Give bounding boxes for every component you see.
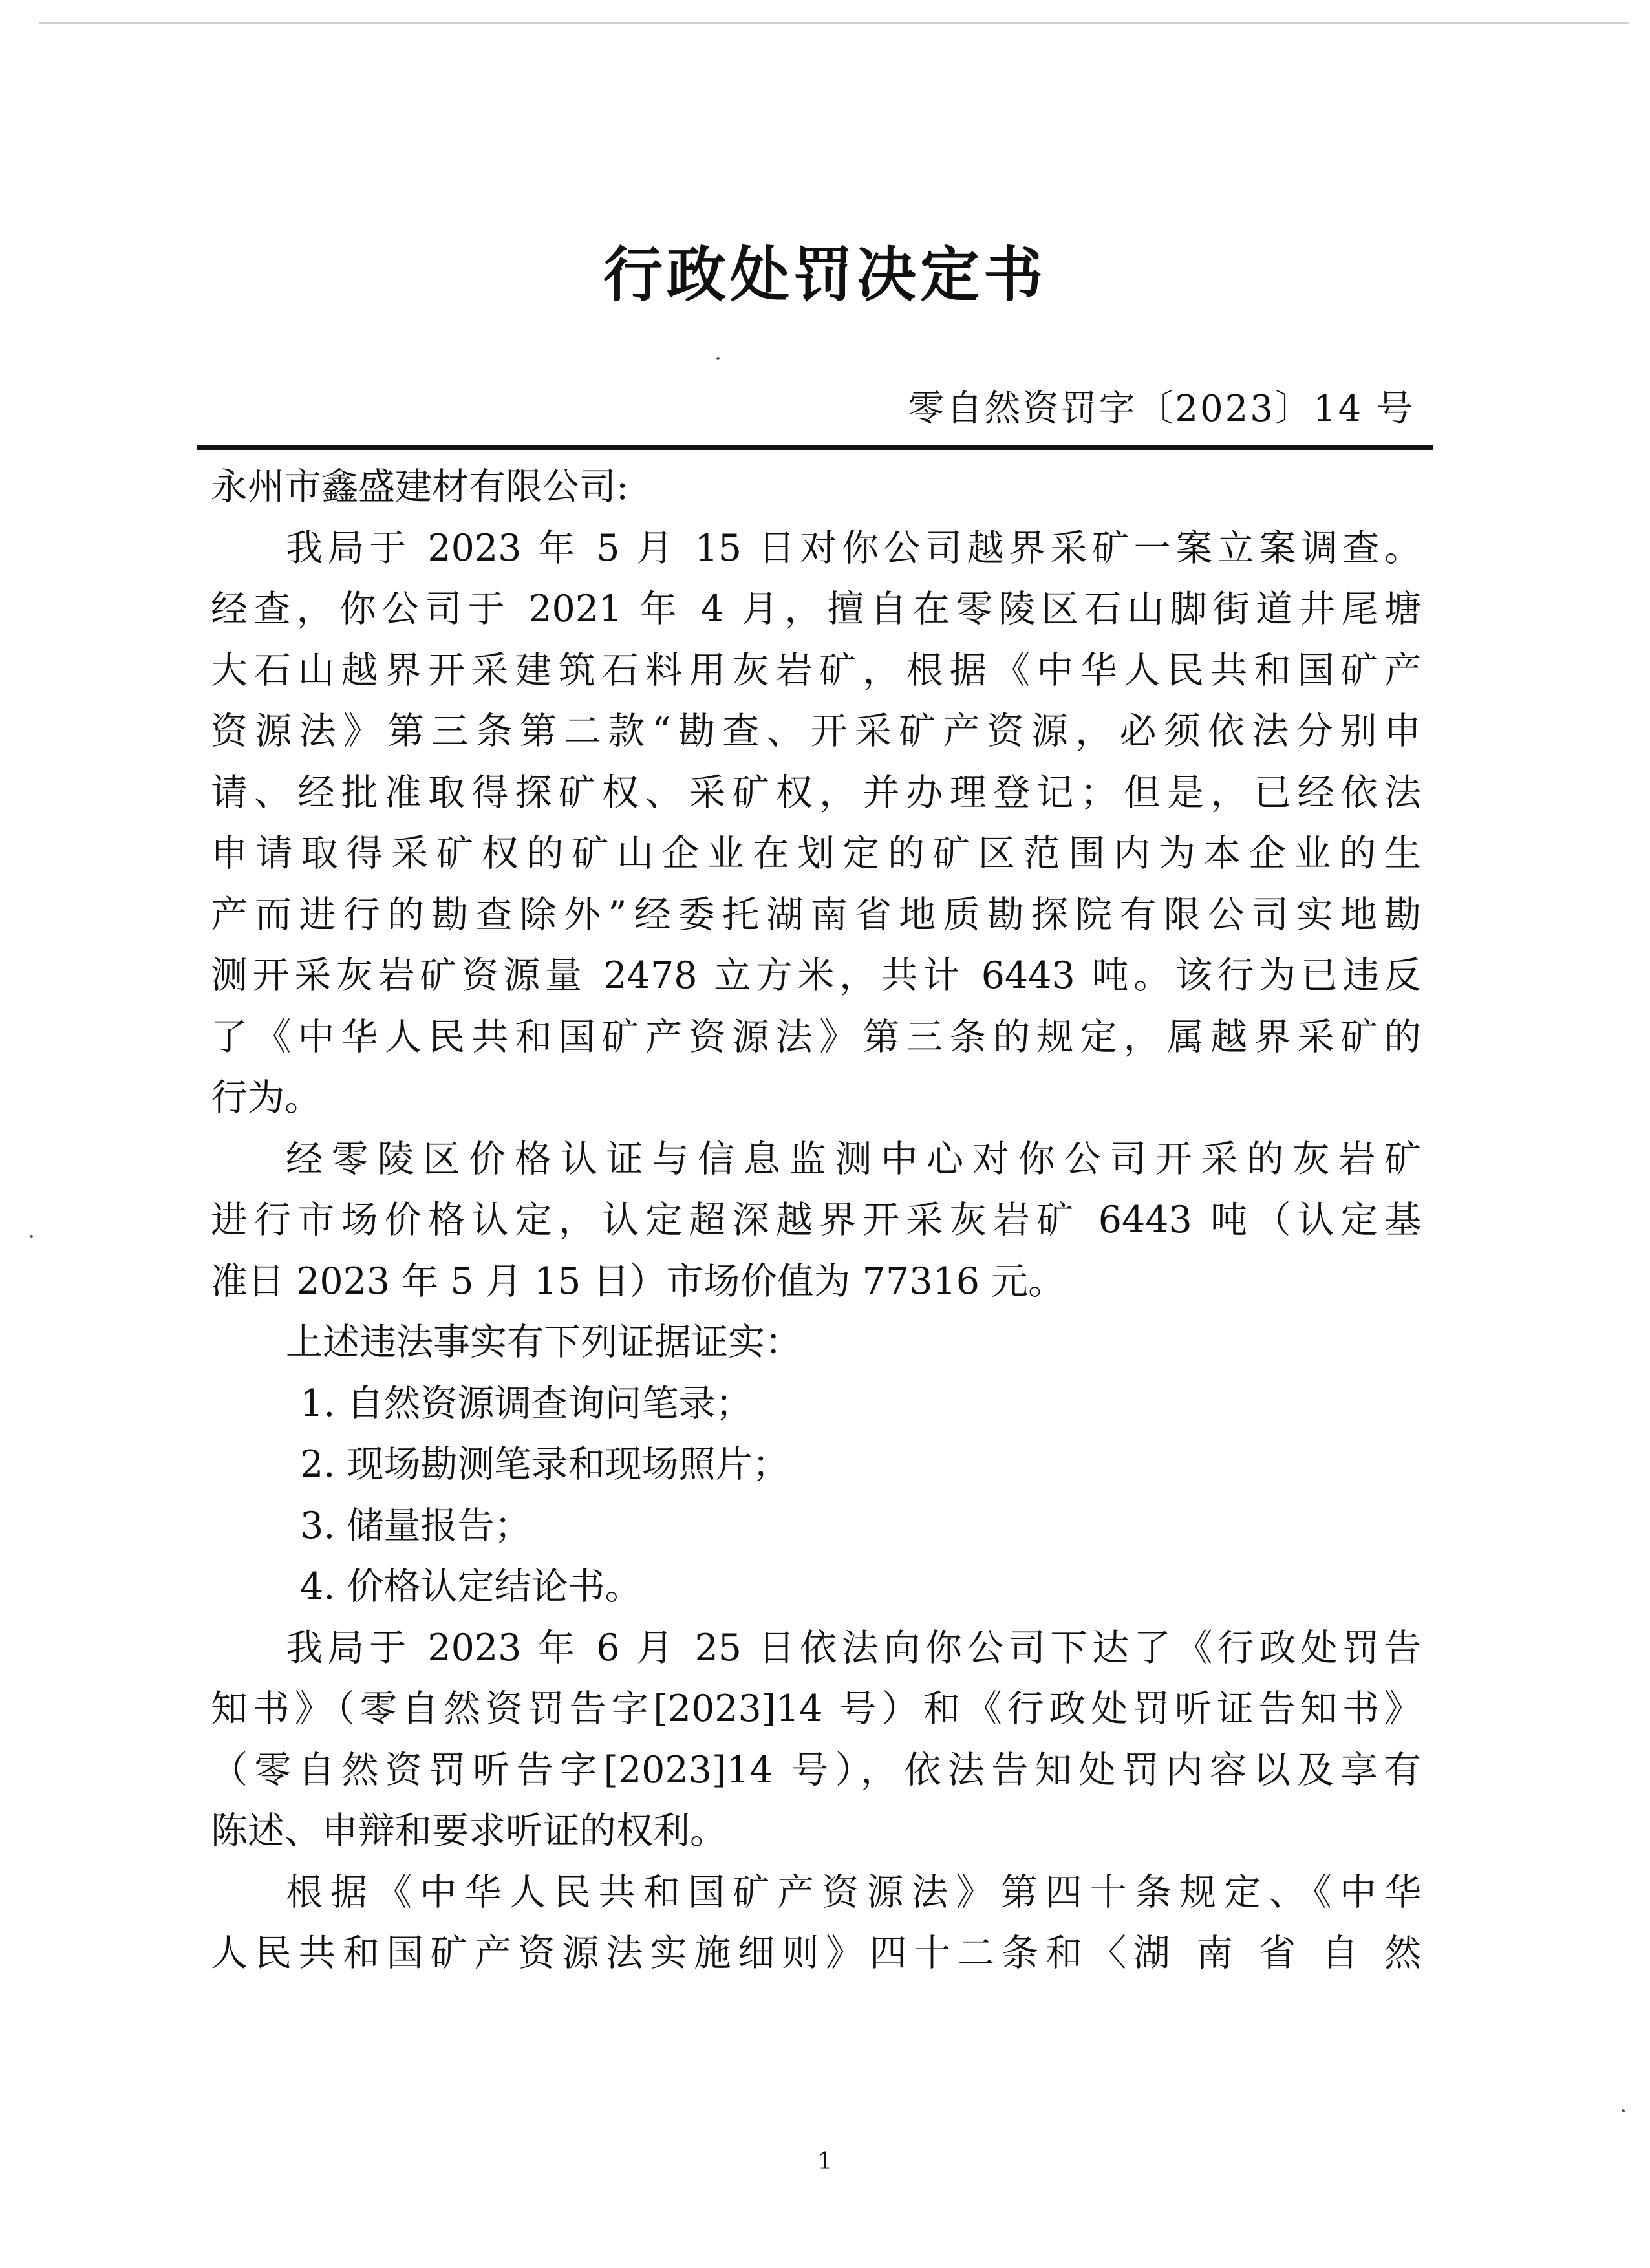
body-line: 产而进行的勘查除外”经委托湖南省地质勘探院有限公司实地勘: [211, 893, 1421, 936]
evidence-item: 4. 价格认定结论书。: [300, 1565, 642, 1608]
body-line: 陈述、申辩和要求听证的权利。: [211, 1810, 727, 1852]
scan-speck: [716, 357, 720, 360]
evidence-item: 1. 自然资源调查询问笔录；: [300, 1382, 753, 1425]
document-body: [211, 456, 1421, 1984]
body-line: 申请取得采矿权的矿山企业在划定的矿区范围内为本企业的生: [211, 832, 1421, 875]
body-line: 大石山越界开采建筑石料用灰岩矿，根据《中华人民共和国矿产: [211, 648, 1421, 692]
body-line: 经零陵区价格认证与信息监测中心对你公司开采的灰岩矿: [286, 1137, 1421, 1181]
body-line: （零自然资罚听告字[2023]14 号），依法告知处罚内容以及享有: [211, 1748, 1421, 1792]
document-title: 行政处罚决定书: [603, 240, 1047, 310]
document-number: 零自然资罚字〔2023〕14 号: [908, 388, 1415, 430]
page-number: 1: [817, 2148, 833, 2175]
evidence-item: 3. 储量报告；: [300, 1504, 531, 1547]
body-line: 经查，你公司于 2021 年 4 月，擅自在零陵区石山脚街道井尾塘: [211, 588, 1421, 630]
body-line: 知书》（零自然资罚告字[2023]14 号）和《行政处罚听证告知书》: [211, 1687, 1421, 1730]
body-line: 进行市场价格认定，认定超深越界开采灰岩矿 6443 吨（认定基: [211, 1199, 1421, 1241]
scan-edge-line: [39, 22, 1629, 24]
body-line: 行为。: [211, 1076, 321, 1119]
body-line: 我局于 2023 年 5 月 15 日对你公司越界采矿一案立案调查。: [286, 526, 1421, 570]
body-line: 请、经批准取得探矿权、采矿权，并办理登记；但是，已经依法: [211, 771, 1421, 814]
header-divider: [197, 445, 1433, 450]
body-line: 资源法》第三条第二款“勘查、开采矿产资源，必须依法分别申: [211, 710, 1421, 753]
scan-speck: [30, 1235, 33, 1238]
body-line: 了《中华人民共和国矿产资源法》第三条的规定，属越界采矿的: [211, 1015, 1421, 1058]
recipient-line: 永州市鑫盛建材有限公司:: [211, 465, 629, 508]
body-line: 测开采灰岩矿资源量 2478 立方米，共计 6443 吨。该行为已违反: [211, 954, 1421, 997]
body-line: 人民共和国矿产资源法实施细则》四十二条和〈湖 南 省 自 然: [211, 1932, 1421, 1974]
scan-speck: [1622, 2109, 1625, 2112]
evidence-item: 2. 现场勘测笔录和现场照片；: [300, 1443, 789, 1486]
body-line: 根据《中华人民共和国矿产资源法》第四十条规定、《中华: [286, 1870, 1421, 1914]
body-line: 准日 2023 年 5 月 15 日）市场价值为 77316 元。: [211, 1259, 1066, 1303]
body-line: 我局于 2023 年 6 月 25 日依法向你公司下达了《行政处罚告: [286, 1626, 1421, 1669]
evidence-heading: 上述违法事实有下列证据证实：: [286, 1321, 802, 1364]
